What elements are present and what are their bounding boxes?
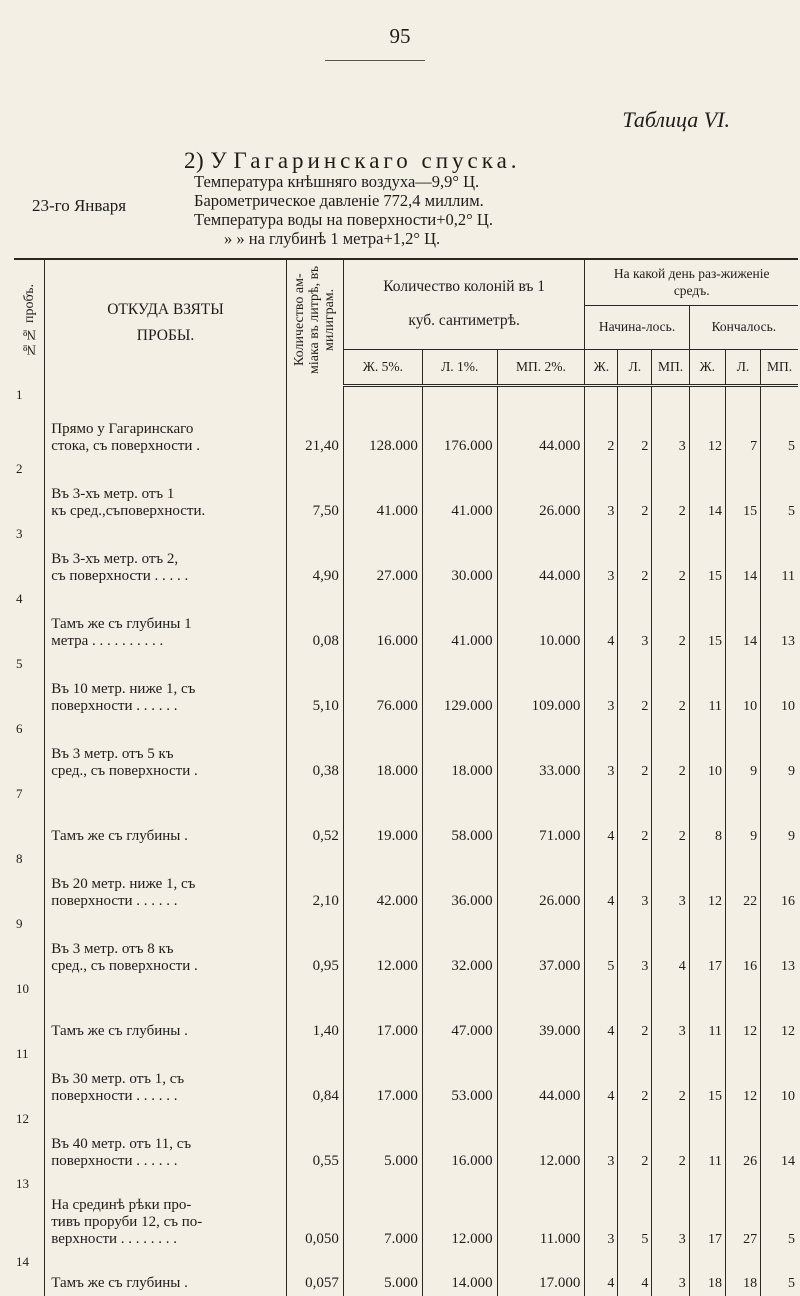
- start-l-cell: 2: [618, 385, 652, 459]
- end-mp-cell: 13: [761, 914, 798, 979]
- start-l-cell: 2: [618, 979, 652, 1044]
- end-zh-cell: 18: [689, 1252, 725, 1296]
- end-zh-cell: 10: [689, 719, 725, 784]
- end-mp-cell: 10: [761, 654, 798, 719]
- colonies-l-cell: 14.000: [422, 1252, 497, 1296]
- origin-line: Въ 3 метр. отъ 8 къ: [51, 941, 174, 957]
- colonies-zh-cell: 19.000: [343, 784, 422, 849]
- colonies-zh-cell: 76.000: [343, 654, 422, 719]
- end-l-cell: 27: [725, 1174, 760, 1252]
- date-label: 23-го Января: [32, 196, 127, 215]
- start-mp-cell: 3: [652, 979, 689, 1044]
- start-zh-cell: 3: [585, 1174, 618, 1252]
- origin-cell: [45, 524, 287, 589]
- condition-line: » » на глубинѣ 1 метра+1,2° Ц.: [224, 229, 441, 248]
- origin-line: Тамъ же съ глубины .: [51, 828, 188, 844]
- colonies-mp-cell: 109.000: [497, 654, 585, 719]
- end-l-cell: 9: [725, 784, 760, 849]
- ammonia-cell: 21,40: [286, 385, 343, 459]
- colonies-l-cell: 41.000: [422, 589, 497, 654]
- colonies-mp-cell: 44.000: [497, 1044, 585, 1109]
- table-row: [14, 1044, 798, 1109]
- colonies-l-cell: 36.000: [422, 849, 497, 914]
- end-zh-cell: 8: [689, 784, 725, 849]
- colonies-l-cell: 129.000: [422, 654, 497, 719]
- start-mp-cell: 2: [652, 524, 689, 589]
- start-l-cell: 3: [618, 589, 652, 654]
- start-l-cell: 3: [618, 849, 652, 914]
- colonies-zh-cell: 17.000: [343, 979, 422, 1044]
- conditions-block: [194, 172, 493, 248]
- start-mp-cell: 2: [652, 1044, 689, 1109]
- row-number: 2: [16, 461, 23, 476]
- ammonia-cell: 0,52: [286, 784, 343, 849]
- ammonia-cell: 0,38: [286, 719, 343, 784]
- table-row: [14, 1174, 798, 1252]
- colonies-mp-cell: 71.000: [497, 784, 585, 849]
- row-number: 7: [16, 786, 23, 801]
- end-zh-cell: 15: [689, 1044, 725, 1109]
- start-mp-cell: 3: [652, 1174, 689, 1252]
- end-zh-cell: 17: [689, 1174, 725, 1252]
- header-colonies: Количество колоній въ 1 куб. сантиметрѣ.: [343, 259, 585, 349]
- start-zh-cell: 5: [585, 914, 618, 979]
- colonies-zh-cell: 5.000: [343, 1252, 422, 1296]
- origin-line: къ сред.,съповерхности.: [51, 503, 206, 519]
- end-zh-cell: 14: [689, 459, 725, 524]
- colonies-l-cell: 16.000: [422, 1109, 497, 1174]
- end-l-cell: 16: [725, 914, 760, 979]
- colonies-mp-cell: 33.000: [497, 719, 585, 784]
- ammonia-cell: 7,50: [286, 459, 343, 524]
- end-zh-cell: 17: [689, 914, 725, 979]
- row-number: 1: [16, 387, 23, 402]
- start-l-cell: 3: [618, 914, 652, 979]
- start-l-cell: 2: [618, 784, 652, 849]
- table-row: [14, 914, 798, 979]
- colonies-mp-cell: 26.000: [497, 459, 585, 524]
- origin-line: тивъ проруби 12, съ по-: [51, 1214, 203, 1230]
- origin-line: Прямо у Гагаринскаго: [51, 421, 194, 437]
- end-zh-cell: 15: [689, 524, 725, 589]
- end-mp-cell: 5: [761, 459, 798, 524]
- origin-line: Въ 3-хъ метр. отъ 1: [51, 486, 175, 502]
- ammonia-cell: 0,84: [286, 1044, 343, 1109]
- end-l-cell: 9: [725, 719, 760, 784]
- colonies-mp-cell: 17.000: [497, 1252, 585, 1296]
- row-number: 5: [16, 656, 23, 671]
- row-number: 12: [16, 1111, 29, 1126]
- end-mp-cell: 5: [761, 1174, 798, 1252]
- colonies-mp-cell: 26.000: [497, 849, 585, 914]
- table-row: [14, 654, 798, 719]
- origin-cell: [45, 849, 287, 914]
- ammonia-cell: 4,90: [286, 524, 343, 589]
- header-origin: ОТКУДА ВЗЯТЫ ПРОБЫ.: [45, 259, 287, 385]
- ammonia-cell: 0,55: [286, 1109, 343, 1174]
- origin-line: съ поверхности . . . . .: [51, 568, 189, 584]
- end-mp-cell: 16: [761, 849, 798, 914]
- colonies-zh-cell: 5.000: [343, 1109, 422, 1174]
- row-number: 8: [16, 851, 23, 866]
- origin-cell: [45, 654, 287, 719]
- header-ammonia: Количество ам-міака въ литрѣ, въ милиграм.: [286, 259, 343, 385]
- origin-line: стока, съ поверхности .: [51, 438, 200, 454]
- header-end-l: Л.: [725, 349, 760, 385]
- samples-table: [14, 258, 798, 1296]
- origin-line: верхности . . . . . . . .: [51, 1231, 178, 1247]
- origin-line: На срединѣ рѣки про-: [51, 1197, 192, 1213]
- start-zh-cell: 4: [585, 1252, 618, 1296]
- condition-line: Температура воды на поверхности+0,2° Ц.: [194, 210, 493, 229]
- colonies-mp-cell: 44.000: [497, 524, 585, 589]
- origin-cell: [45, 979, 287, 1044]
- colonies-zh-cell: 17.000: [343, 1044, 422, 1109]
- start-l-cell: 2: [618, 1109, 652, 1174]
- section-title: [184, 148, 521, 174]
- end-zh-cell: 12: [689, 385, 725, 459]
- start-mp-cell: 2: [652, 654, 689, 719]
- colonies-l-cell: 12.000: [422, 1174, 497, 1252]
- start-l-cell: 5: [618, 1174, 652, 1252]
- table-row: [14, 459, 798, 524]
- section-prefix: У: [210, 148, 228, 173]
- origin-cell: [45, 589, 287, 654]
- table-row: [14, 979, 798, 1044]
- start-l-cell: 2: [618, 654, 652, 719]
- table-row: [14, 784, 798, 849]
- colonies-l-cell: 176.000: [422, 385, 497, 459]
- ammonia-cell: 0,08: [286, 589, 343, 654]
- start-mp-cell: 3: [652, 849, 689, 914]
- header-start-l: Л.: [618, 349, 652, 385]
- colonies-zh-cell: 27.000: [343, 524, 422, 589]
- start-mp-cell: 4: [652, 914, 689, 979]
- start-zh-cell: 3: [585, 654, 618, 719]
- origin-cell: [45, 1109, 287, 1174]
- origin-line: Въ 20 метр. ниже 1, съ: [51, 876, 196, 892]
- row-number: 9: [16, 916, 23, 931]
- header-zh: Ж. 5%.: [343, 349, 422, 385]
- start-zh-cell: 3: [585, 459, 618, 524]
- end-mp-cell: 5: [761, 385, 798, 459]
- start-l-cell: 2: [618, 459, 652, 524]
- header-sample-number: №№ пробъ.: [14, 259, 45, 385]
- condition-line: Температура кнѣшняго воздуха—9,9° Ц.: [194, 172, 480, 191]
- end-zh-cell: 11: [689, 654, 725, 719]
- start-mp-cell: 2: [652, 784, 689, 849]
- colonies-mp-cell: 44.000: [497, 385, 585, 459]
- end-l-cell: 10: [725, 654, 760, 719]
- start-l-cell: 2: [618, 524, 652, 589]
- start-l-cell: 4: [618, 1252, 652, 1296]
- header-mp: МП. 2%.: [497, 349, 585, 385]
- colonies-l-cell: 47.000: [422, 979, 497, 1044]
- start-zh-cell: 4: [585, 979, 618, 1044]
- row-number: 14: [16, 1254, 29, 1269]
- end-l-cell: 14: [725, 524, 760, 589]
- colonies-mp-cell: 10.000: [497, 589, 585, 654]
- start-mp-cell: 2: [652, 589, 689, 654]
- page-number-rule: [325, 60, 425, 61]
- origin-line: Въ 10 метр. ниже 1, съ: [51, 681, 196, 697]
- header-started: Начина-лось.: [585, 305, 689, 349]
- section-number: 2): [184, 148, 205, 173]
- end-l-cell: 18: [725, 1252, 760, 1296]
- colonies-l-cell: 32.000: [422, 914, 497, 979]
- end-l-cell: 12: [725, 1044, 760, 1109]
- end-zh-cell: 15: [689, 589, 725, 654]
- end-zh-cell: 12: [689, 849, 725, 914]
- start-zh-cell: 2: [585, 385, 618, 459]
- colonies-l-cell: 58.000: [422, 784, 497, 849]
- section-name: Гагаринскаго спуска.: [233, 148, 521, 173]
- origin-line: Въ 3 метр. отъ 5 къ: [51, 746, 174, 762]
- header-start-zh: Ж.: [585, 349, 618, 385]
- origin-line: Въ 3-хъ метр. отъ 2,: [51, 551, 179, 567]
- colonies-zh-cell: 7.000: [343, 1174, 422, 1252]
- origin-line: поверхности . . . . . .: [51, 1088, 178, 1104]
- start-mp-cell: 3: [652, 1252, 689, 1296]
- origin-line: поверхности . . . . . .: [51, 1153, 178, 1169]
- ammonia-cell: 0,057: [286, 1252, 343, 1296]
- colonies-l-cell: 30.000: [422, 524, 497, 589]
- origin-line: сред., съ поверхности .: [51, 958, 198, 974]
- condition-line: Барометрическое давленіе 772,4 миллим.: [194, 191, 484, 210]
- end-l-cell: 26: [725, 1109, 760, 1174]
- end-l-cell: 7: [725, 385, 760, 459]
- row-number: 6: [16, 721, 23, 736]
- colonies-mp-cell: 37.000: [497, 914, 585, 979]
- origin-cell: [45, 784, 287, 849]
- end-mp-cell: 11: [761, 524, 798, 589]
- table-row: [14, 1109, 798, 1174]
- start-l-cell: 2: [618, 1044, 652, 1109]
- ammonia-cell: 1,40: [286, 979, 343, 1044]
- start-mp-cell: 2: [652, 1109, 689, 1174]
- origin-line: поверхности . . . . . .: [51, 893, 178, 909]
- colonies-mp-cell: 39.000: [497, 979, 585, 1044]
- end-zh-cell: 11: [689, 1109, 725, 1174]
- origin-cell: [45, 1252, 287, 1296]
- start-zh-cell: 3: [585, 1109, 618, 1174]
- row-number: 10: [16, 981, 29, 996]
- header-end-zh: Ж.: [689, 349, 725, 385]
- colonies-zh-cell: 41.000: [343, 459, 422, 524]
- end-mp-cell: 9: [761, 784, 798, 849]
- row-number: 11: [16, 1046, 29, 1061]
- origin-cell: [45, 1174, 287, 1252]
- origin-cell: [45, 719, 287, 784]
- row-number: 13: [16, 1176, 29, 1191]
- header-liquefaction: На какой день раз-жиженіе средъ.: [585, 259, 798, 305]
- colonies-l-cell: 53.000: [422, 1044, 497, 1109]
- end-mp-cell: 14: [761, 1109, 798, 1174]
- start-zh-cell: 4: [585, 589, 618, 654]
- end-mp-cell: 10: [761, 1044, 798, 1109]
- table-title: Таблица VI.: [622, 107, 730, 132]
- colonies-zh-cell: 12.000: [343, 914, 422, 979]
- end-l-cell: 15: [725, 459, 760, 524]
- table-row: [14, 524, 798, 589]
- row-number: 3: [16, 526, 23, 541]
- end-mp-cell: 5: [761, 1252, 798, 1296]
- origin-cell: [45, 459, 287, 524]
- end-l-cell: 22: [725, 849, 760, 914]
- colonies-l-cell: 18.000: [422, 719, 497, 784]
- ammonia-cell: 0,95: [286, 914, 343, 979]
- ammonia-cell: 2,10: [286, 849, 343, 914]
- start-zh-cell: 3: [585, 524, 618, 589]
- origin-line: Тамъ же съ глубины .: [51, 1023, 188, 1039]
- start-mp-cell: 2: [652, 459, 689, 524]
- end-l-cell: 12: [725, 979, 760, 1044]
- end-mp-cell: 13: [761, 589, 798, 654]
- header-ended: Кончалось.: [689, 305, 798, 349]
- colonies-l-cell: 41.000: [422, 459, 497, 524]
- origin-cell: [45, 385, 287, 459]
- colonies-zh-cell: 18.000: [343, 719, 422, 784]
- origin-line: Въ 40 метр. отъ 11, съ: [51, 1136, 192, 1152]
- table-row: [14, 385, 798, 459]
- header-end-mp: МП.: [761, 349, 798, 385]
- colonies-zh-cell: 128.000: [343, 385, 422, 459]
- colonies-mp-cell: 12.000: [497, 1109, 585, 1174]
- row-number: 4: [16, 591, 23, 606]
- end-mp-cell: 12: [761, 979, 798, 1044]
- start-zh-cell: 4: [585, 1044, 618, 1109]
- ammonia-cell: 5,10: [286, 654, 343, 719]
- origin-cell: [45, 1044, 287, 1109]
- origin-line: сред., съ поверхности .: [51, 763, 198, 779]
- colonies-zh-cell: 16.000: [343, 589, 422, 654]
- header-start-mp: МП.: [652, 349, 689, 385]
- origin-cell: [45, 914, 287, 979]
- origin-line: Въ 30 метр. отъ 1, съ: [51, 1071, 185, 1087]
- start-zh-cell: 3: [585, 719, 618, 784]
- end-mp-cell: 9: [761, 719, 798, 784]
- table-row: [14, 1252, 798, 1296]
- table-row: [14, 849, 798, 914]
- origin-line: Тамъ же съ глубины 1: [51, 616, 192, 632]
- end-l-cell: 14: [725, 589, 760, 654]
- start-mp-cell: 3: [652, 385, 689, 459]
- start-mp-cell: 2: [652, 719, 689, 784]
- page-number: 95: [389, 24, 411, 48]
- table-row: [14, 719, 798, 784]
- colonies-mp-cell: 11.000: [497, 1174, 585, 1252]
- header-l: Л. 1%.: [422, 349, 497, 385]
- colonies-zh-cell: 42.000: [343, 849, 422, 914]
- table-row: [14, 589, 798, 654]
- ammonia-cell: 0,050: [286, 1174, 343, 1252]
- end-zh-cell: 11: [689, 979, 725, 1044]
- origin-line: метра . . . . . . . . . .: [51, 633, 164, 649]
- start-zh-cell: 4: [585, 849, 618, 914]
- origin-line: поверхности . . . . . .: [51, 698, 178, 714]
- start-l-cell: 2: [618, 719, 652, 784]
- origin-line: Тамъ же съ глубины .: [51, 1275, 188, 1291]
- start-zh-cell: 4: [585, 784, 618, 849]
